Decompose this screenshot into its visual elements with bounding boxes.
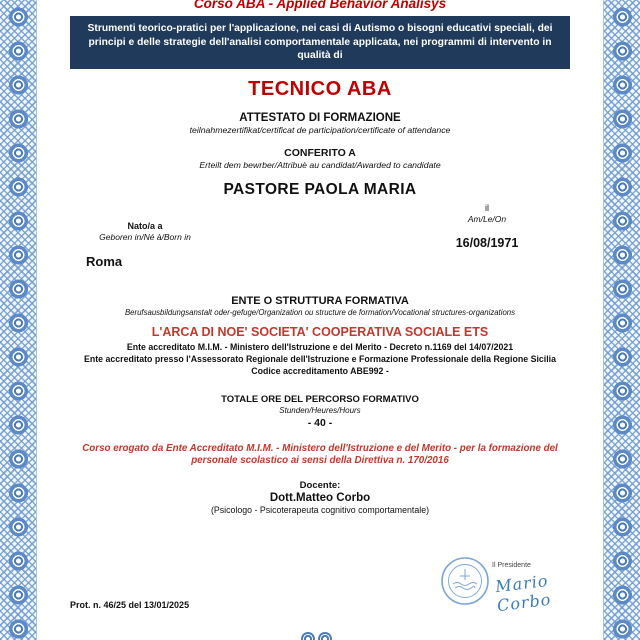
president-label: Il Presidente [492, 562, 531, 569]
birth-date-label: il [485, 202, 489, 213]
conferito-title: CONFERITO A [284, 146, 356, 159]
ente-title: ENTE O STRUTTURA FORMATIVA [231, 294, 409, 307]
attestato-title: ATTESTATO DI FORMAZIONE [239, 111, 401, 124]
ministry-note: Corso erogato da Ente Accreditato M.I.M. - Ministero dell'Istruzione e del Merito - per la formazione del personale scolastico ai sensi della Direttiva n. 170/2016 [82, 442, 558, 467]
teacher-qualification: (Psicologo - Psicoterapeuta cognitivo comportamentale) [210, 505, 430, 516]
ente-accreditation-3: Codice accreditamento ABE992 - [251, 365, 389, 376]
birth-date-sublabel: Am/Le/On [467, 213, 507, 224]
hours-value: - 40 - [307, 416, 333, 429]
birth-place-label: Nato/a a [127, 220, 163, 231]
hours-title: TOTALE ORE DEL PERCORSO FORMATIVO [221, 393, 419, 405]
birth-block [48, 199, 592, 291]
intro-box: Strumenti teorico-pratici per l'applicazione, nei casi di Autismo o bisogni educativi speciali, dei principi e delle strategie dell'analisi comportamentale applicata, nei programmi di intervento in qualità di [70, 16, 570, 69]
attestato-subtitle: teilnahmezertifikat/certificat de participation/certificate of attendance [189, 124, 451, 135]
bottom-ornament-icon [301, 632, 315, 640]
birth-place-value: Roma [86, 253, 123, 269]
hours-subtitle: Stunden/Heures/Hours [279, 405, 361, 415]
birth-place-block [60, 221, 230, 269]
protocol-number: Prot. n. 46/25 del 13/01/2025 [70, 600, 190, 610]
ente-accreditation-2: Ente accreditato presso l'Assessorato Regionale dell'Istruzione e Formazione Professionale della Regione Sicilia [83, 353, 557, 364]
candidate-name: PASTORE PAOLA MARIA [223, 180, 417, 198]
birth-date-value: 16/08/1971 [455, 235, 519, 250]
guilloche-border-left [0, 0, 37, 640]
ente-subtitle: Berufsausbildungsanstalt oder-gefuge/Organization ou structure de formation/Vocational structures-organizations [124, 307, 516, 317]
guilloche-border-right [603, 0, 640, 640]
certificate-content [48, 0, 592, 515]
ente-accreditation-1: Ente accreditato M.I.M. - Ministero dell'Istruzione e del Merito - Decreto n.1169 del 14/07/2021 [126, 341, 514, 352]
president-signature: Mario Corbo [494, 570, 553, 616]
bottom-ornament-icon [318, 632, 332, 640]
conferito-subtitle: Erteilt dem bewrber/Attribuè au candidat/Awarded to candidate [199, 159, 441, 170]
ente-name: L'ARCA DI NOE' SOCIETA' COOPERATIVA SOCIALE ETS [151, 324, 489, 339]
teacher-label: Docente: [299, 480, 341, 492]
qualification-title: TECNICO ABA [248, 77, 392, 100]
birth-date-block [412, 203, 562, 250]
birth-place-sublabel: Geboren in/Né à/Born in [99, 231, 191, 242]
course-title: Corso ABA - Applied Behavior Analisys [193, 0, 447, 11]
teacher-name: Dott.Matteo Corbo [269, 492, 371, 505]
